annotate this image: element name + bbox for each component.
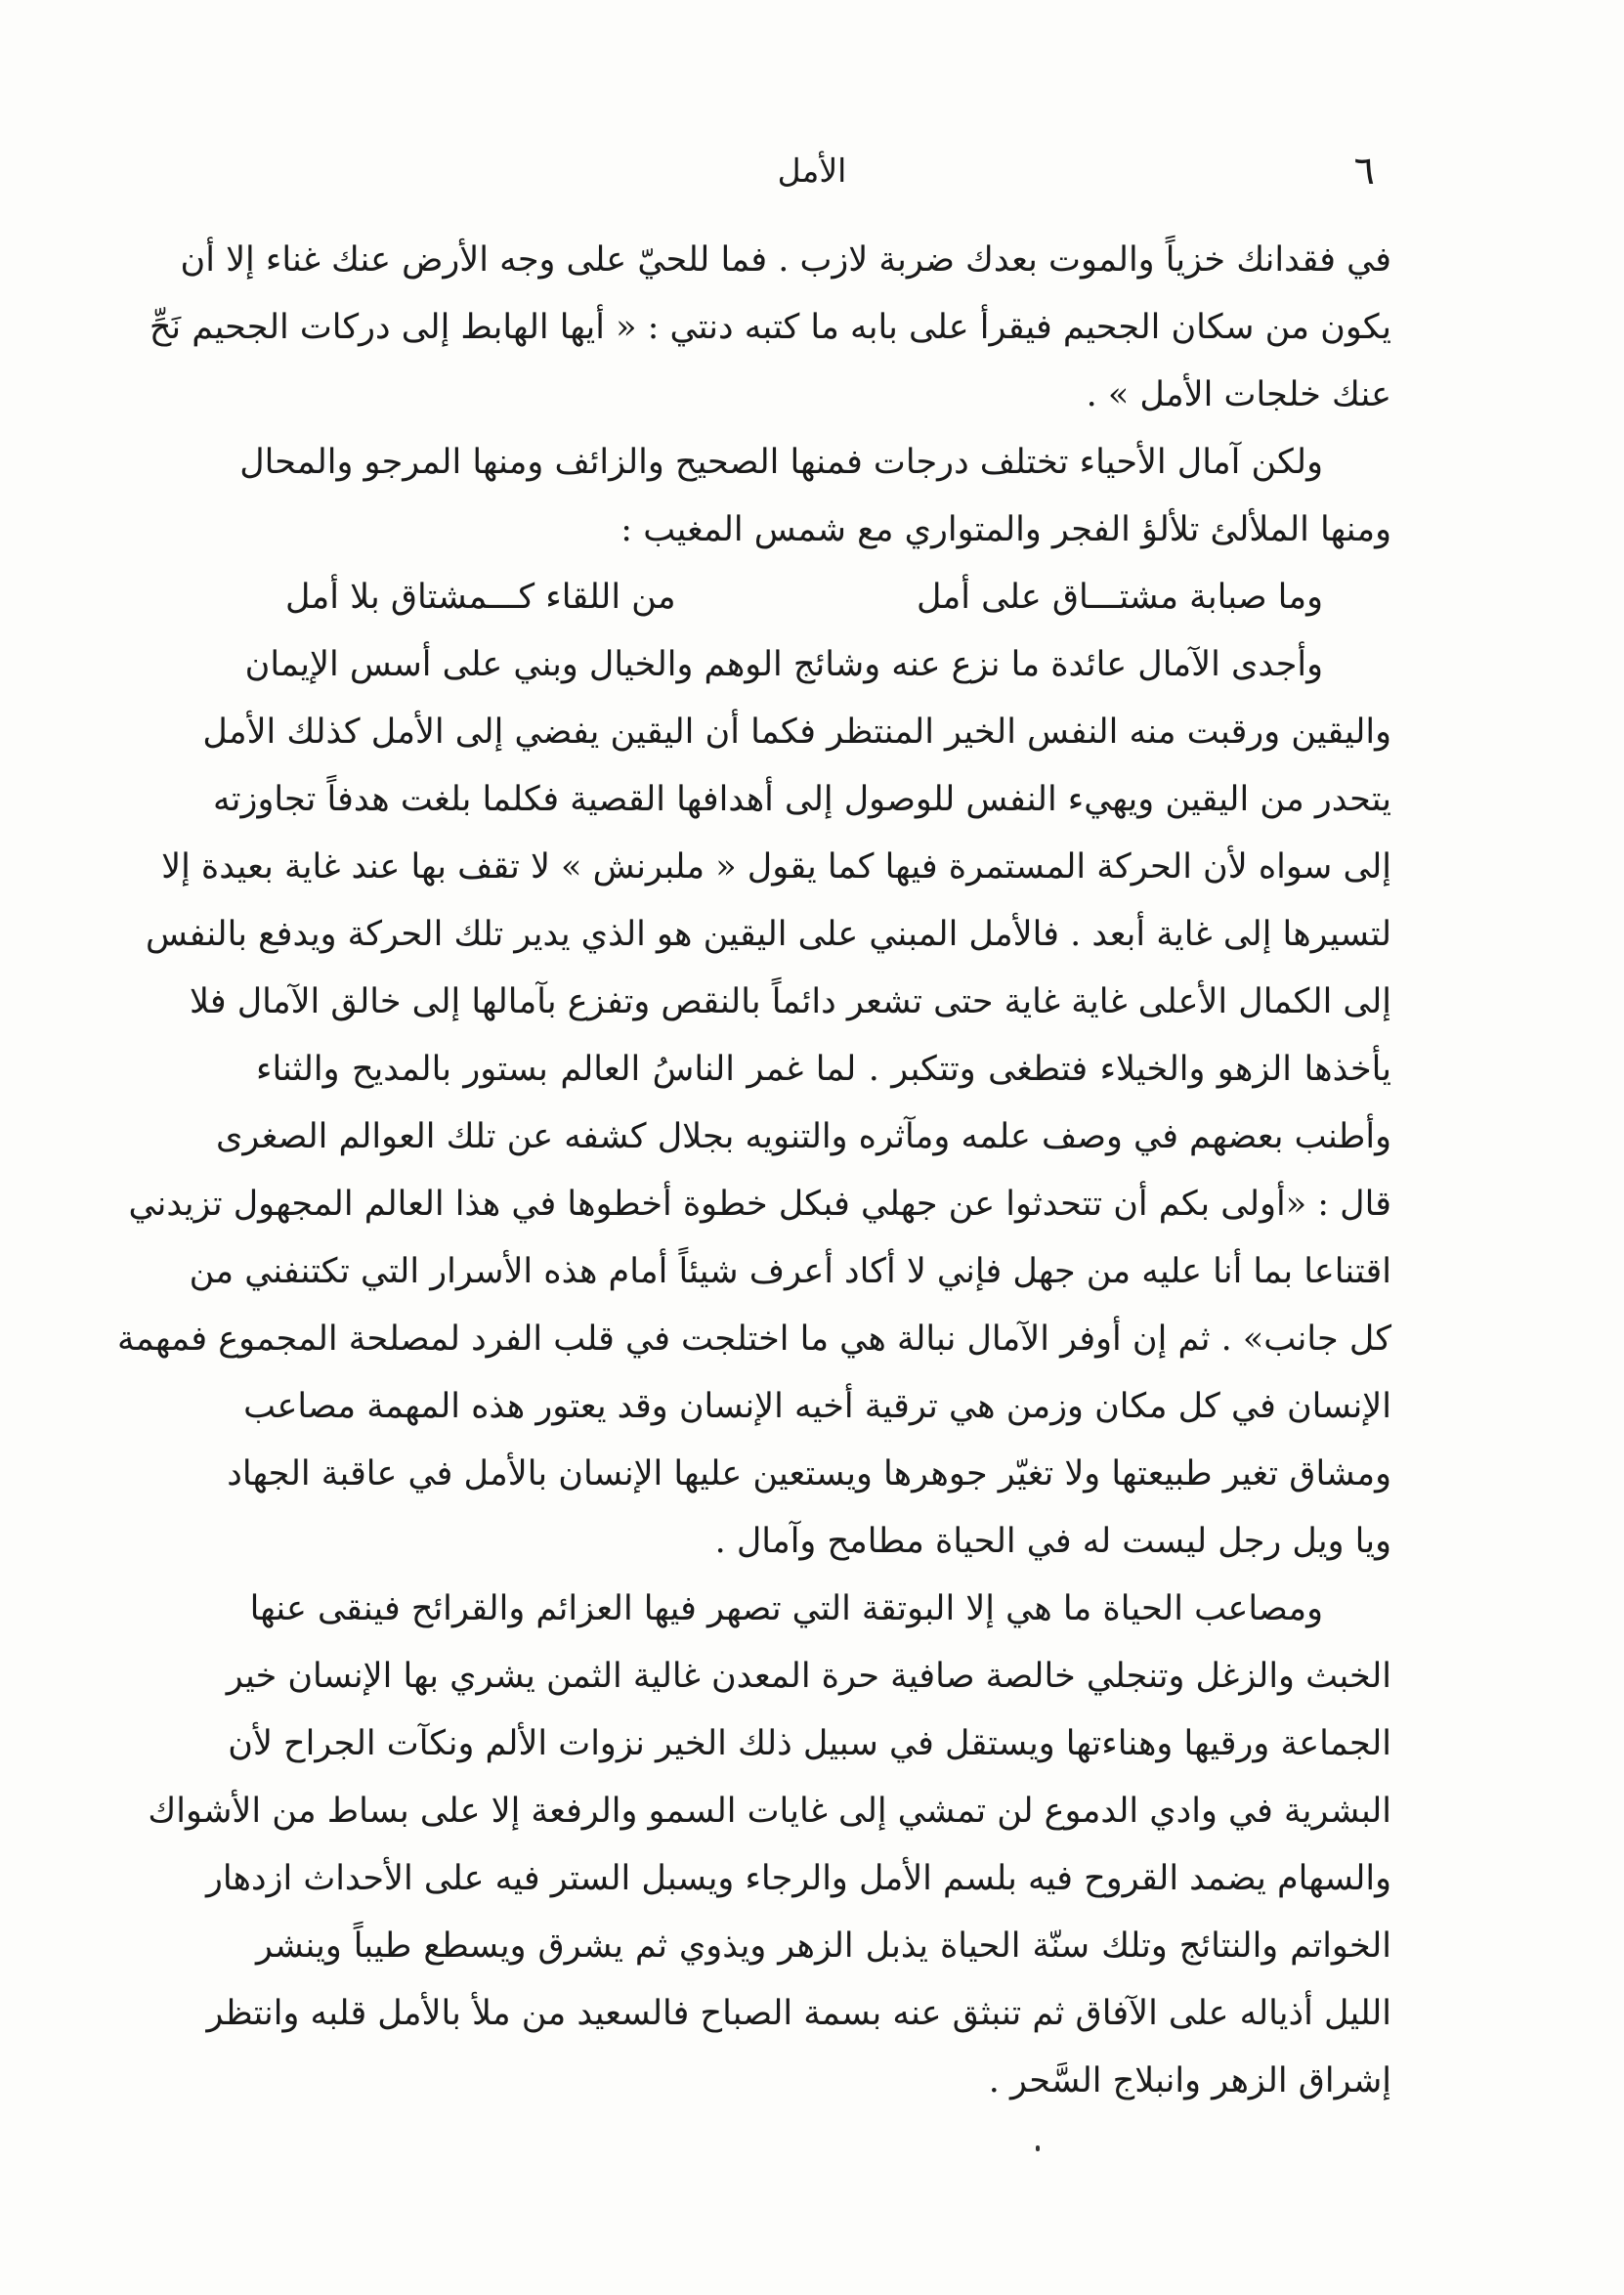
text-line: إشراق الزهر وانبلاج السَّحر . <box>988 2061 1391 2100</box>
text-line: الخبث والزغل وتنجلي خالصة صافية حرة المعدن غالية الثمن يشري بها الإنسان خير <box>226 1657 1391 1696</box>
poetry-verse <box>256 564 1391 631</box>
running-title: الأمل <box>777 152 847 190</box>
text-line: ويا ويل رجل ليست له في الحياة مطامح وآمال . <box>714 1522 1391 1561</box>
text-line: يأخذها الزهو والخيلاء فتطغى وتتكبر . لما غمر الناسُ العالم بستور بالمديح والثناء <box>256 1050 1391 1089</box>
text-line: الليل أذياله على الآفاق ثم تنبثق عنه بسمة الصباح فالسعيد من ملأ بالأمل قلبه وانتظر <box>206 1994 1391 2033</box>
text-line: الجماعة ورقيها وهناءتها ويستقل في سبيل ذلك الخير نزوات الألم ونكآت الجراح لأن <box>228 1724 1391 1763</box>
text-line: يتحدر من اليقين ويهيء النفس للوصول إلى أهدافها القصية فكلما بلغت هدفاً تجاوزته <box>213 780 1391 819</box>
text-line: إلى سواه لأن الحركة المستمرة فيها كما يقول « ملبرنش » لا تقف بها عند غاية بعيدة إلا <box>161 847 1391 887</box>
text-line: البشرية في وادي الدموع لن تمشي إلى غايات السمو والرفعة إلا على بساط من الأشواك <box>148 1792 1391 1831</box>
text-line: كل جانب» . ثم إن أوفر الآمال نبالة هي ما اختلجت في قلب الفرد لمصلحة المجموع فمهمة <box>117 1320 1391 1359</box>
text-line: قال : «أولى بكم أن تتحدثوا عن جهلي فبكل خطوة أخطوها في هذا العالم المجهول تزيدني <box>128 1185 1391 1224</box>
verse-second-hemistich: من اللقاء كـــمشتاق بلا أمل <box>285 578 676 617</box>
verse-first-hemistich: وما صبابة مشتـــاق على أمل <box>916 578 1323 617</box>
text-line: ولكن آمال الأحياء تختلف درجات فمنها الصحيح والزائف ومنها المرجو والمحال <box>239 443 1323 482</box>
text-line: في فقدانك خزياً والموت بعدك ضربة لازب . فما للحيّ على وجه الأرض عنك غناء إلا أن <box>180 240 1391 280</box>
text-line: واليقين ورقبت منه النفس الخير المنتظر فكما أن اليقين يفضي إلى الأمل كذلك الأمل <box>202 713 1391 752</box>
text-line: والسهام يضمد القروح فيه بلسم الأمل والرجاء ويسبل الستر فيه على الأحداث ازدهار <box>205 1859 1391 1898</box>
text-line: ومصاعب الحياة ما هي إلا البوتقة التي تصهر فيها العزائم والقرائح فينقى عنها <box>249 1589 1323 1628</box>
text-line: عنك خلجات الأمل » . <box>1086 375 1391 414</box>
text-line: يكون من سكان الجحيم فيقرأ على بابه ما كتبه دنتي : « أيها الهابط إلى دركات الجحيم نَحِّ <box>149 308 1391 347</box>
text-line: الخواتم والنتائج وتلك سنّة الحياة يذبل الزهر ويذوي ثم يشرق ويسطع طيباً وينشر <box>256 1927 1391 1966</box>
page-number: ٦ <box>1353 149 1375 194</box>
text-line: وأجدى الآمال عائدة ما نزع عنه وشائج الوهم والخيال وبني على أسس الإيمان <box>244 645 1323 684</box>
text-line: ومشاق تغير طبيعتها ولا تغيّر جوهرها ويستعين عليها الإنسان بالأمل في عاقبة الجهاد <box>227 1454 1391 1494</box>
running-head <box>249 147 1375 195</box>
body-text <box>117 227 1391 2115</box>
text-line: الإنسان في كل مكان وزمن هي ترقية أخيه الإنسان وقد يعتور هذه المهمة مصاعب <box>243 1387 1391 1426</box>
print-speck <box>1036 2145 1040 2151</box>
text-line: اقتناعا بما أنا عليه من جهل فإني لا أكاد أعرف شيئاً أمام هذه الأسرار التي تكتنفني من <box>189 1252 1391 1291</box>
text-line: ومنها الملألئ تلألؤ الفجر والمتواري مع شمس المغيب : <box>620 510 1391 549</box>
text-line: إلى الكمال الأعلى غاية غاية حتى تشعر دائماً بالنقص وتفزع بآمالها إلى خالق الآمال فلا <box>189 982 1391 1021</box>
text-line: وأطنب بعضهم في وصف علمه ومآثره والتنويه بجلال كشفه عن تلك العوالم الصغرى <box>216 1117 1391 1156</box>
text-line: لتسيرها إلى غاية أبعد . فالأمل المبني على اليقين هو الذي يدير تلك الحركة ويدفع بالنفس <box>146 915 1391 954</box>
